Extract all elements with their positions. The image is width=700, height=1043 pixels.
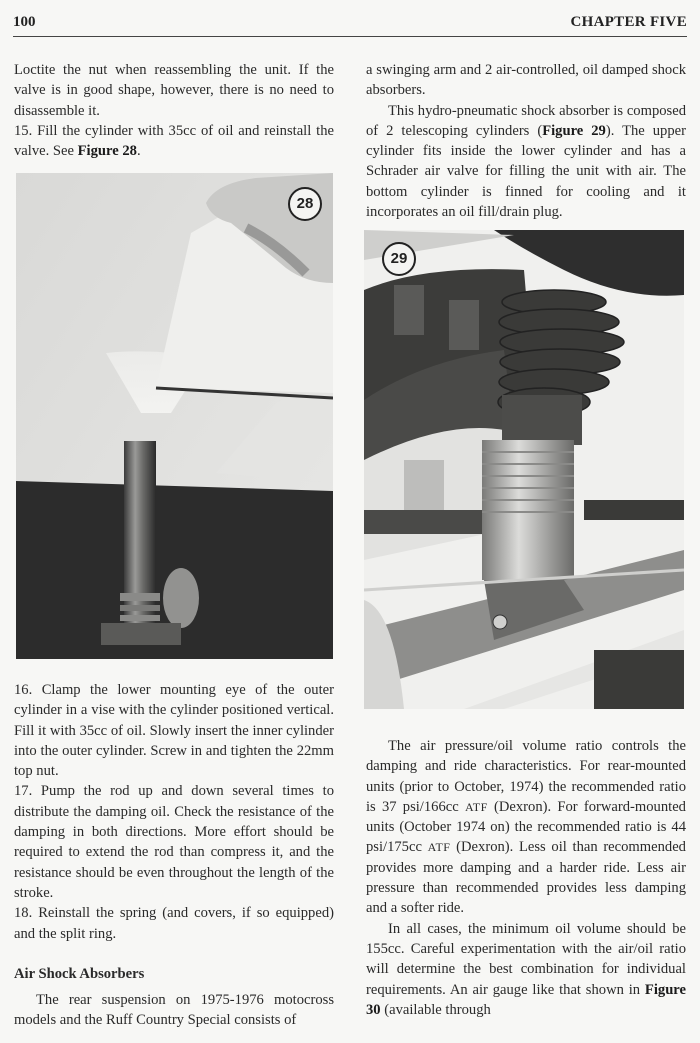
figure-number-badge: 28: [288, 187, 322, 221]
paragraph: In all cases, the minimum oil volume should be 155cc. Careful experimentation with the air/oil ratio will determine the best combination for individual requirements. An air gauge like that shown in Figure 30 (available through: [366, 920, 686, 1018]
page-header: [13, 14, 687, 37]
left-column-top: [14, 60, 334, 161]
step-16: 16. Clamp the lower mounting eye of the outer cylinder in a vise with the cylinder positioned vertical. Fill it with 35cc of oil. Slowly insert the inner cylinder into the outer cylinder. Screw in and tighten the 22mm top nut.: [14, 682, 334, 780]
figure-reference: Figure 28: [77, 143, 137, 160]
figure-reference: Figure 29: [542, 122, 606, 139]
paragraph: Loctite the nut when reassembling the unit. If the valve is in good shape, however, there is no need to disassemble it.: [14, 62, 334, 119]
figure-number-badge: 29: [382, 242, 416, 276]
paragraph: This hydro-pneumatic shock absorber is composed of 2 telescoping cylinders (Figure 29). The upper cylinder fits inside the lower cylinder and has a Schrader air valve for filling the unit with air. The bottom cylinder is finned for cooling and it incorporates an oil fill/drain plug.: [366, 102, 686, 221]
figure-28-photo: [16, 173, 333, 659]
paragraph: The air pressure/oil volume ratio controls the damping and ride characteristics. For rear-mounted units (prior to October, 1974) the recommended ratio is 37 psi/166cc ATF (Dexron). For forward-mounted units (October 1974 on) the recommended ratio is 44 psi/175cc ATF (Dexron). Less oil than recommended provides more damping and a harder ride. Less air pressure than recommended provides less damping and a softer ride.: [366, 738, 686, 917]
page-number: 100: [13, 14, 36, 30]
section-heading: Air Shock Absorbers: [14, 965, 145, 982]
step-15: 15. Fill the cylinder with 35cc of oil and reinstall the valve. See Figure 28.: [14, 122, 334, 160]
right-column-top: [366, 60, 686, 222]
figure-29-photo: [364, 230, 684, 709]
figure-reference: Figure 30: [366, 981, 686, 1018]
chapter-title: CHAPTER FIVE: [570, 14, 687, 30]
paragraph: The rear suspension on 1975-1976 motocross models and the Ruff Country Special consists of: [14, 992, 334, 1029]
paragraph: a swinging arm and 2 air-controlled, oil damped shock absorbers.: [366, 62, 686, 99]
step-17: 17. Pump the rod up and down several times to distribute the damping oil. Check the resistance of the damping in both directions. More effort should be required to extend the rod than compress it, and the resistance should be even throughout the length of the stroke.: [14, 783, 334, 901]
step-18: 18. Reinstall the spring (and covers, if so equipped) and the split ring.: [14, 905, 334, 942]
left-column-bottom: [14, 680, 334, 1031]
right-column-bottom: [366, 736, 686, 1020]
